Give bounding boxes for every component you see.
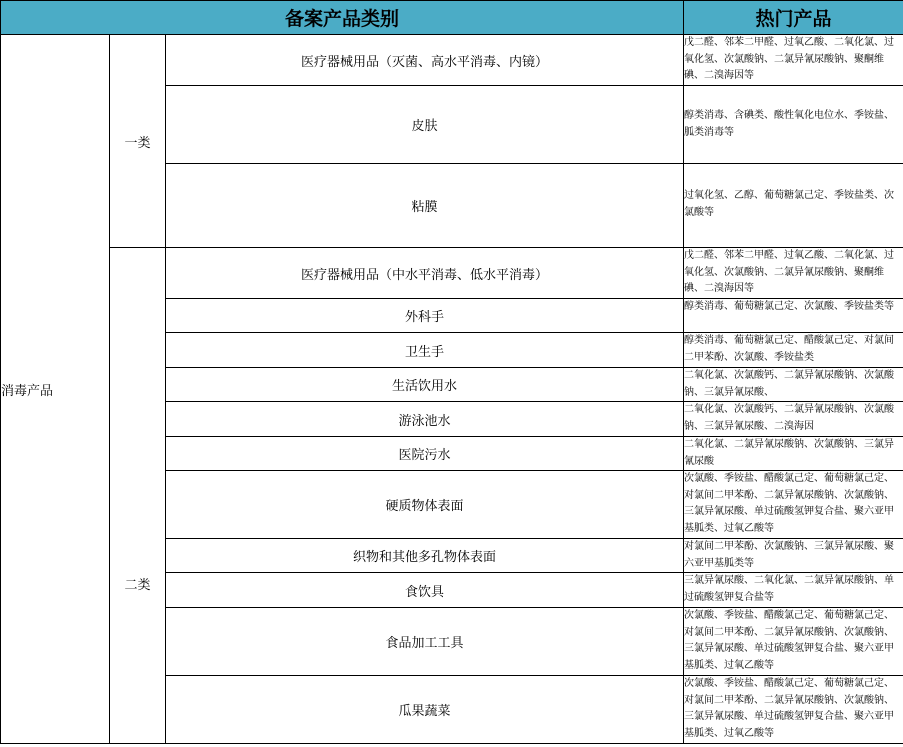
subcategory-cell: 食饮具 — [166, 573, 684, 608]
class-cell-1 — [110, 35, 166, 248]
class-label: 一类 — [124, 135, 151, 151]
hot-products-cell: 醇类消毒、含碘类、酸性氧化电位水、季铵盐、胍类消毒等 — [684, 86, 903, 164]
header-category: 备案产品类别 — [1, 1, 684, 35]
subcategory-cell: 医疗器械用品（中水平消毒、低水平消毒） — [166, 248, 684, 299]
subcategory-cell: 食品加工工具 — [166, 608, 684, 676]
subcategory-cell: 织物和其他多孔物体表面 — [166, 539, 684, 573]
class-label: 二类 — [124, 578, 151, 593]
subcategory-cell: 皮肤 — [166, 86, 684, 164]
class-cell-2 — [110, 248, 166, 744]
hot-products-cell: 戊二醛、邻苯二甲醛、过氧乙酸、二氧化氯、过氧化氢、次氯酸钠、二氯异氰尿酸钠、聚酮维碘、二溴海因等 — [684, 248, 903, 299]
subcategory-cell: 生活饮用水 — [166, 368, 684, 402]
hot-products-cell: 次氯酸、季铵盐、醋酸氯己定、葡萄糖氯己定、对氯间二甲苯酚、二氯异氰尿酸钠、次氯酸钠、三氯异氰尿酸、单过硫酸氢钾复合盐、聚六亚甲基胍类、过氧乙酸等 — [684, 608, 903, 676]
subcategory-cell: 医疗器械用品（灭菌、高水平消毒、内镜） — [166, 35, 684, 86]
hot-products-cell: 醇类消毒、葡萄糖氯己定、醋酸氯己定、对氯间二甲苯酚、次氯酸、季铵盐类 — [684, 333, 903, 368]
header-row — [1, 1, 903, 35]
hot-products-cell: 戊二醛、邻苯二甲醛、过氧乙酸、二氧化氯、过氧化氢、次氯酸钠、二氯异氰尿酸钠、聚酮维碘、二溴海因等 — [684, 35, 903, 86]
hot-products-cell: 过氧化氢、乙醇、葡萄糖氯己定、季铵盐类、次氯酸等 — [684, 164, 903, 248]
hot-products-cell: 二氧化氯、次氯酸钙、二氯异氰尿酸钠、次氯酸钠、三氯异氰尿酸、 — [684, 368, 903, 402]
hot-products-cell: 对氯间二甲苯酚、次氯酸钠、三氯异氰尿酸、聚六亚甲基胍类等 — [684, 539, 903, 573]
category-cell — [1, 35, 110, 744]
hot-products-cell: 次氯酸、季铵盐、醋酸氯己定、葡萄糖氯己定、对氯间二甲苯酚、二氯异氰尿酸钠、次氯酸钠、三氯异氰尿酸、单过硫酸氢钾复合盐、聚六亚甲基胍类、过氧乙酸等 — [684, 471, 903, 539]
category-label: 消毒产品 — [1, 383, 54, 399]
subcategory-cell: 医院污水 — [166, 437, 684, 471]
subcategory-cell: 粘膜 — [166, 164, 684, 248]
subcategory-cell: 瓜果蔬菜 — [166, 676, 684, 744]
subcategory-cell: 外科手 — [166, 299, 684, 333]
hot-products-cell: 次氯酸、季铵盐、醋酸氯己定、葡萄糖氯己定、对氯间二甲苯酚、二氯异氰尿酸钠、次氯酸钠、三氯异氰尿酸、单过硫酸氢钾复合盐、聚六亚甲基胍类、过氧乙酸等 — [684, 676, 903, 744]
header-hot-products: 热门产品 — [684, 1, 903, 35]
hot-products-cell: 醇类消毒、葡萄糖氯己定、次氯酸、季铵盐类等 — [684, 299, 903, 333]
hot-products-cell: 二氧化氯、二氯异氰尿酸钠、次氯酸钠、三氯异氰尿酸 — [684, 437, 903, 471]
subcategory-cell: 硬质物体表面 — [166, 471, 684, 539]
subcategory-cell: 卫生手 — [166, 333, 684, 368]
hot-products-cell: 三氯异氰尿酸、二氧化氯、二氯异氰尿酸钠、单过硫酸氢钾复合盐等 — [684, 573, 903, 608]
hot-products-cell: 二氧化氯、次氯酸钙、二氯异氰尿酸钠、次氯酸钠、三氯异氰尿酸、二溴海因 — [684, 402, 903, 437]
table-row — [1, 248, 903, 299]
subcategory-cell: 游泳池水 — [166, 402, 684, 437]
table-row — [1, 35, 903, 86]
